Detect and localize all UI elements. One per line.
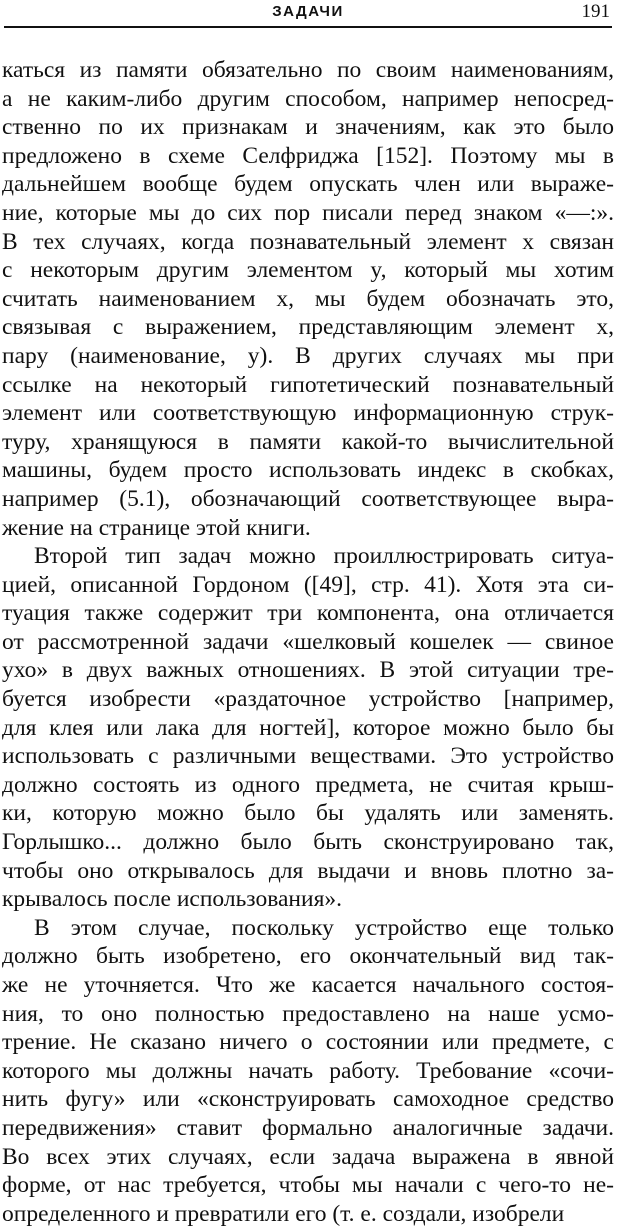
text-line: трение. Не сказано ничего о состоянии или предмете, с [2, 1029, 614, 1056]
text-line: жение на странице этой книги. [2, 514, 311, 541]
text-line: ния, то оно полностью предоставлено на наше усмо- [2, 1000, 614, 1027]
text-line: дальнейшем вообще будем опускать член или выраже- [2, 171, 614, 198]
text-line: Во всех этих случаях, если задача выражена в явной [2, 1143, 614, 1170]
text-line: ухо» в двух важных отношениях. В этой ситуации тре- [2, 657, 614, 684]
page-number: 191 [581, 1, 610, 22]
text-line: которого мы должны начать работу. Требование «сочи- [2, 1057, 614, 1084]
text-line: должно быть изобретено, его окончательный вид так- [2, 943, 614, 970]
text-line: В тех случаях, когда познавательный элемент x связан [2, 228, 614, 255]
text-line: крывалось после использования». [2, 886, 343, 913]
text-line: ственно по их признакам и значениям, как это было [2, 114, 614, 141]
paragraph [2, 914, 614, 1228]
text-line: а не каким-либо другим способом, например непосред- [2, 85, 614, 112]
text-line: чтобы оно открывалось для выдачи и вновь плотно за- [2, 857, 614, 884]
running-title: ЗАДАЧИ [272, 3, 344, 20]
text-line: каться из памяти обязательно по своим наименованиям, [2, 57, 614, 83]
text-line: связывая с выражением, представляющим элемент x, [2, 314, 614, 341]
text-line: например (5.1), обозначающий соответствующее выра- [2, 485, 614, 512]
text-line: туация также содержит три компонента, она отличается [2, 600, 614, 627]
text-line: В этом случае, поскольку устройство еще только [34, 914, 614, 941]
text-line: пару (наименование, y). В других случаях мы при [2, 342, 614, 369]
running-header [4, 0, 612, 28]
paragraph [2, 542, 614, 914]
text-line: предложено в схеме Селфриджа [152]. Поэтому мы в [2, 142, 614, 169]
text-line: с некоторым другим элементом y, который мы хотим [2, 257, 614, 284]
text-line: цией, описанной Гордоном ([49], стр. 41). Хотя эта си- [2, 571, 614, 598]
text-line: Второй тип задач можно проиллюстрировать ситуа- [34, 543, 614, 570]
text-line: элемент или соответствующую информационную струк- [2, 400, 614, 427]
text-line: ки, которую можно было бы удалять или заменять. [2, 800, 614, 827]
text-line: должно состоять из одного предмета, не считая крыш- [2, 771, 614, 798]
paragraph [2, 56, 614, 542]
text-line: туру, хранящуюся в памяти какой-то вычислительной [2, 428, 614, 455]
text-line: ссылке на некоторый гипотетический познавательный [2, 371, 614, 398]
text-line: передвижения» ставит формально аналогичные задачи. [2, 1114, 614, 1141]
text-line: ние, которые мы до сих пор писали перед знаком «—:». [2, 199, 614, 226]
body-text [2, 56, 614, 1228]
text-line: Горлышко... должно было быть сконструировано так, [2, 829, 614, 856]
text-line: форме, от нас требуется, чтобы мы начали с чего-то не- [2, 1172, 614, 1199]
text-line: от рассмотренной задачи «шелковый кошелек — свиное [2, 628, 614, 655]
text-line: машины, будем просто использовать индекс в скобках, [2, 457, 614, 484]
text-line: считать наименованием x, мы будем обозначать это, [2, 285, 614, 312]
text-line: нить фугу» или «сконструировать самоходное средство [2, 1086, 614, 1113]
text-line: определенного и превратили его (т. е. создали, изобрели [2, 1200, 565, 1227]
text-line: буется изобрести «раздаточное устройство [например, [2, 686, 614, 713]
text-line: использовать с различными веществами. Это устройство [2, 743, 614, 770]
text-line: же не уточняется. Что же касается начального состоя- [2, 972, 614, 998]
text-line: для клея или лака для ногтей], которое можно было бы [2, 714, 614, 741]
